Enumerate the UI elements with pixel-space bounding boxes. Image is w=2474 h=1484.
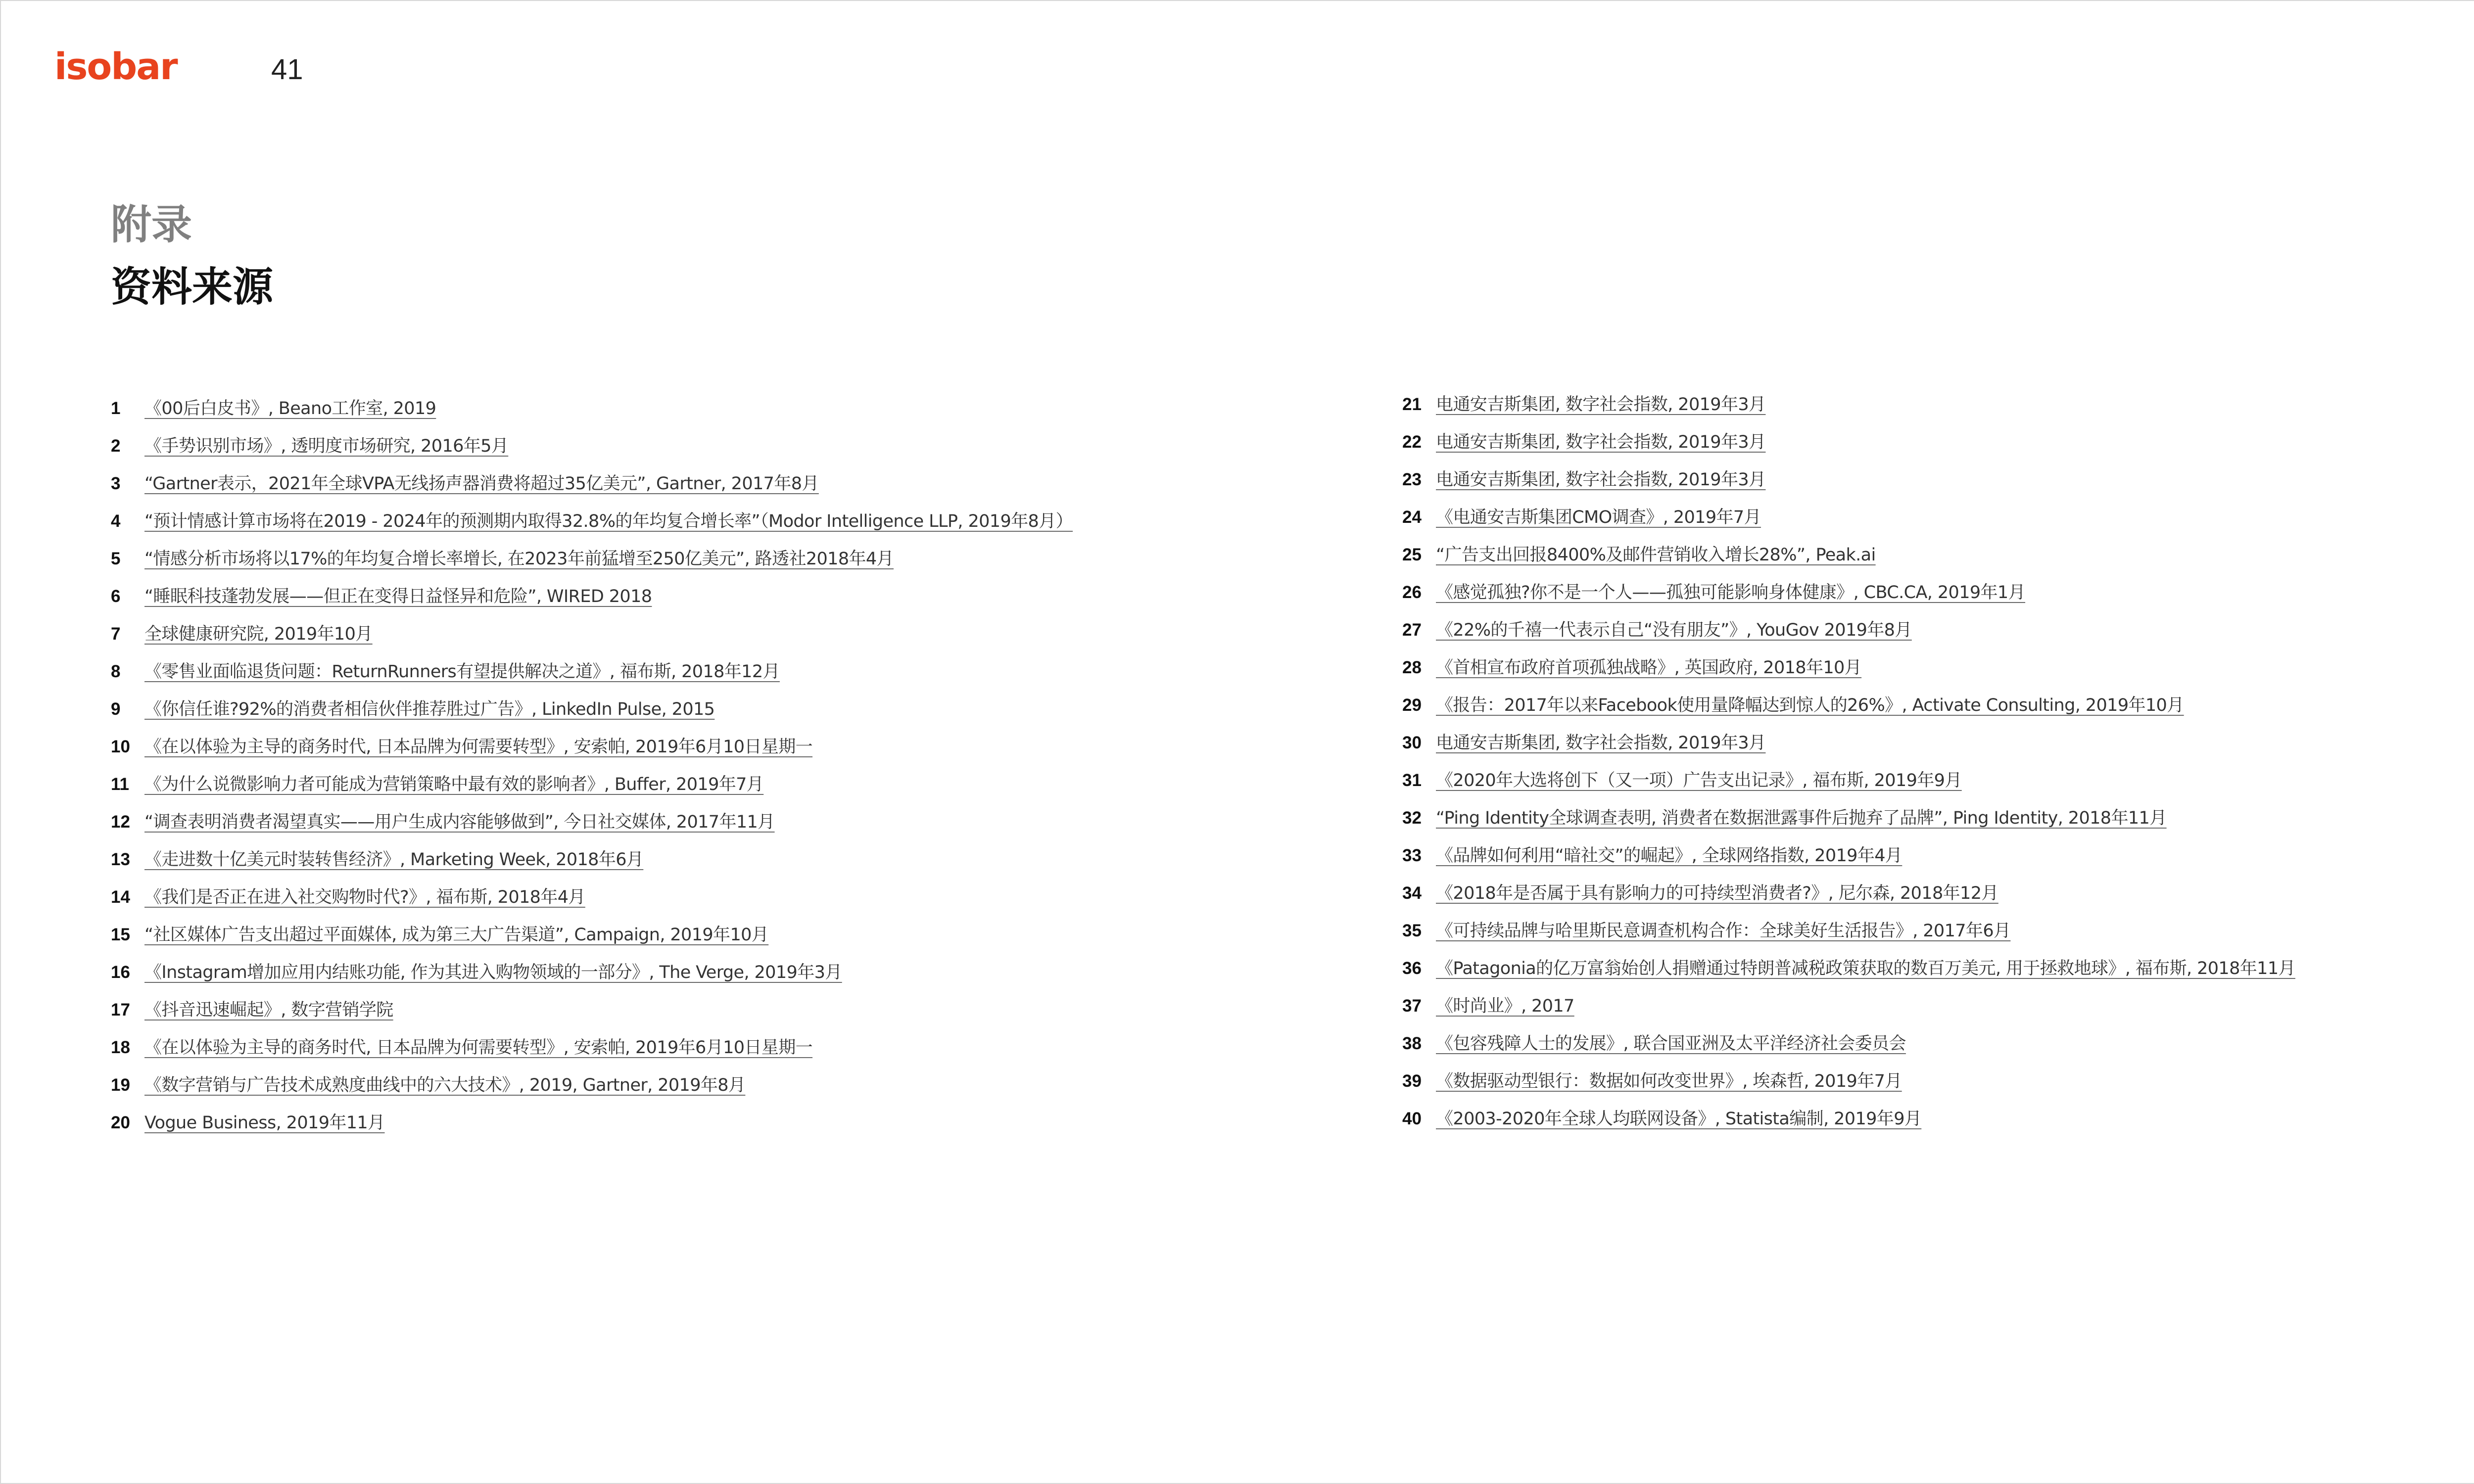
reference-item <box>1402 1067 2295 1105</box>
reference-link[interactable]: Vogue Business, 2019年11月 <box>144 1113 385 1133</box>
reference-item <box>111 996 1073 1034</box>
reference-link[interactable]: “社区媒体广告支出超过平面媒体, 成为第三大广告渠道”, Campaign, 2019年10月 <box>144 925 769 945</box>
reference-number: 9 <box>111 699 121 719</box>
reference-number: 1 <box>111 399 121 418</box>
reference-item <box>1402 466 2295 504</box>
reference-item <box>111 883 1073 921</box>
reference-item <box>111 808 1073 846</box>
reference-item <box>1402 1105 2295 1143</box>
reference-link[interactable]: 《我们是否正在进入社交购物时代?》, 福布斯, 2018年4月 <box>144 887 585 907</box>
reference-number: 31 <box>1402 771 1422 790</box>
reference-number: 14 <box>111 887 130 907</box>
reference-link[interactable]: 《00后白皮书》, Beano工作室, 2019 <box>144 399 436 418</box>
reference-link[interactable]: 电通安吉斯集团, 数字社会指数, 2019年3月 <box>1436 432 1766 452</box>
reference-link[interactable]: 《电通安吉斯集团CMO调查》, 2019年7月 <box>1436 508 1761 527</box>
reference-item <box>111 432 1073 470</box>
page-title: 资料来源 <box>111 264 274 311</box>
reference-link[interactable]: 《首相宣布政府首项孤独战略》, 英国政府, 2018年10月 <box>1436 658 1862 678</box>
reference-link[interactable]: 《在以体验为主导的商务时代, 日本品牌为何需要转型》, 安索帕, 2019年6月10日星期一 <box>144 737 813 757</box>
reference-item <box>1402 692 2295 729</box>
reference-link[interactable]: 《你信任谁?92%的消费者相信伙伴推荐胜过广告》, LinkedIn Pulse, 2015 <box>144 699 715 719</box>
reference-link[interactable]: 《品牌如何利用“暗社交”的崛起》, 全球网络指数, 2019年4月 <box>1436 846 1903 866</box>
reference-link[interactable]: 《为什么说微影响力者可能成为营销策略中最有效的影响者》, Buffer, 2019年7月 <box>144 775 764 794</box>
reference-item <box>1402 1030 2295 1067</box>
reference-number: 19 <box>111 1075 130 1095</box>
reference-number: 11 <box>111 775 129 794</box>
reference-number: 13 <box>111 850 130 869</box>
reference-number: 12 <box>111 812 130 832</box>
reference-link[interactable]: 《2020年大选将创下（又一项）广告支出记录》, 福布斯, 2019年9月 <box>1436 771 1962 790</box>
reference-item <box>111 1109 1073 1147</box>
reference-number: 33 <box>1402 846 1422 865</box>
reference-item <box>111 846 1073 883</box>
reference-link[interactable]: 《可持续品牌与哈里斯民意调查机构合作：全球美好生活报告》, 2017年6月 <box>1436 921 2011 941</box>
reference-number: 20 <box>111 1113 130 1132</box>
reference-link[interactable]: 《Instagram增加应用内结账功能, 作为其进入购物领域的一部分》, The Verge, 2019年3月 <box>144 963 842 982</box>
reference-link[interactable]: 《在以体验为主导的商务时代, 日本品牌为何需要转型》, 安索帕, 2019年6月10日星期一 <box>144 1038 813 1058</box>
reference-link[interactable]: 《手势识别市场》, 透明度市场研究, 2016年5月 <box>144 436 509 456</box>
reference-number: 34 <box>1402 883 1422 903</box>
reference-link[interactable]: 《包容残障人士的发展》, 联合国亚洲及太平洋经济社会委员会 <box>1436 1034 1906 1054</box>
reference-item <box>1402 842 2295 880</box>
reference-number: 39 <box>1402 1071 1422 1091</box>
reference-item <box>1402 917 2295 955</box>
reference-number: 26 <box>1402 583 1422 602</box>
reference-number: 23 <box>1402 470 1422 489</box>
reference-item <box>111 395 1073 432</box>
reference-number: 35 <box>1402 921 1422 940</box>
reference-number: 8 <box>111 662 121 681</box>
reference-item <box>1402 767 2295 804</box>
reference-link[interactable]: 《报告：2017年以来Facebook使用量降幅达到惊人的26%》, Activate Consulting, 2019年10月 <box>1436 696 2184 715</box>
page-number: 41 <box>271 53 303 86</box>
reference-item <box>111 545 1073 583</box>
reference-item <box>111 470 1073 508</box>
reference-item <box>1402 541 2295 579</box>
reference-link[interactable]: 《抖音迅速崛起》, 数字营销学院 <box>144 1000 393 1020</box>
reference-link[interactable]: “Ping Identity全球调查表明, 消费者在数据泄露事件后抛弃了品牌”, Ping Identity, 2018年11月 <box>1436 808 2167 828</box>
reference-number: 22 <box>1402 432 1422 452</box>
reference-item <box>1402 804 2295 842</box>
reference-item <box>1402 729 2295 767</box>
reference-number: 38 <box>1402 1034 1422 1053</box>
reference-link[interactable]: 《数字营销与广告技术成熟度曲线中的六大技术》, 2019, Gartner, 2019年8月 <box>144 1075 746 1095</box>
reference-item <box>111 658 1073 696</box>
reference-link[interactable]: 全球健康研究院, 2019年10月 <box>144 624 373 644</box>
reference-link[interactable]: 电通安吉斯集团, 数字社会指数, 2019年3月 <box>1436 733 1766 753</box>
reference-item <box>1402 428 2295 466</box>
reference-link[interactable]: 《时尚业》, 2017 <box>1436 996 1574 1016</box>
reference-item <box>1402 616 2295 654</box>
reference-number: 10 <box>111 737 130 756</box>
reference-item <box>1402 654 2295 692</box>
reference-link[interactable]: “广告支出回报8400%及邮件营销收入增长28%”, Peak.ai <box>1436 545 1876 565</box>
reference-number: 36 <box>1402 959 1422 978</box>
reference-number: 37 <box>1402 996 1422 1016</box>
reference-number: 29 <box>1402 696 1422 715</box>
reference-list-right <box>1402 391 2295 1143</box>
reference-item <box>111 696 1073 733</box>
reference-item <box>111 1034 1073 1071</box>
reference-item <box>1402 880 2295 917</box>
reference-number: 5 <box>111 549 121 568</box>
reference-number: 30 <box>1402 733 1422 752</box>
section-label: 附录 <box>111 201 192 248</box>
reference-item <box>111 620 1073 658</box>
reference-item <box>1402 391 2295 428</box>
reference-number: 16 <box>111 963 130 982</box>
reference-item <box>1402 579 2295 616</box>
reference-number: 24 <box>1402 508 1422 527</box>
reference-link[interactable]: “调查表明消费者渴望真实——用户生成内容能够做到”, 今日社交媒体, 2017年11月 <box>144 812 775 832</box>
reference-link[interactable]: 《2018年是否属于具有影响力的可持续型消费者?》, 尼尔森, 2018年12月 <box>1436 883 1998 903</box>
reference-link[interactable]: 《2003-2020年全球人均联网设备》, Statista编制, 2019年9月 <box>1436 1109 1922 1129</box>
reference-link[interactable]: “情感分析市场将以17%的年均复合增长率增长, 在2023年前猛增至250亿美元”, 路透社2018年4月 <box>144 549 894 569</box>
reference-item <box>111 508 1073 545</box>
reference-number: 2 <box>111 436 121 456</box>
reference-link[interactable]: 《走进数十亿美元时装转售经济》, Marketing Week, 2018年6月 <box>144 850 644 870</box>
reference-link[interactable]: 《数据驱动型银行：数据如何改变世界》, 埃森哲, 2019年7月 <box>1436 1071 1902 1091</box>
reference-link[interactable]: 《Patagonia的亿万富翁始创人捐赠通过特朗普减税政策获取的数百万美元, 用于拯救地球》, 福布斯, 2018年11月 <box>1436 959 2295 978</box>
reference-number: 40 <box>1402 1109 1422 1128</box>
reference-link[interactable]: 电通安吉斯集团, 数字社会指数, 2019年3月 <box>1436 395 1766 415</box>
reference-number: 6 <box>111 587 121 606</box>
reference-item <box>1402 955 2295 992</box>
reference-item <box>111 771 1073 808</box>
reference-number: 17 <box>111 1000 130 1020</box>
reference-item <box>1402 504 2295 541</box>
reference-number: 25 <box>1402 545 1422 564</box>
reference-link[interactable]: 《感觉孤独?你不是一个人——孤独可能影响身体健康》, CBC.CA, 2019年1月 <box>1436 583 2026 603</box>
reference-item <box>111 921 1073 959</box>
reference-number: 7 <box>111 624 121 644</box>
reference-number: 27 <box>1402 620 1422 640</box>
reference-link[interactable]: 《22%的千禧一代表示自己“没有朋友”》, YouGov 2019年8月 <box>1436 620 1912 640</box>
reference-item <box>111 959 1073 996</box>
reference-link[interactable]: “预计情感计算市场将在2019 - 2024年的预测期内取得32.8%的年均复合增长率”（Modor Intelligence LLP, 2019年8月） <box>144 511 1073 531</box>
reference-link[interactable]: “睡眠科技蓬勃发展——但正在变得日益怪异和危险”, WIRED 2018 <box>144 587 652 606</box>
reference-link[interactable]: 《零售业面临退货问题：ReturnRunners有望提供解决之道》, 福布斯, 2018年12月 <box>144 662 780 682</box>
reference-link[interactable]: “Gartner表示，2021年全球VPA无线扬声器消费将超过35亿美元”, Gartner, 2017年8月 <box>144 474 819 494</box>
reference-number: 3 <box>111 474 121 493</box>
reference-number: 18 <box>111 1038 130 1057</box>
reference-number: 21 <box>1402 395 1422 414</box>
reference-item <box>111 1071 1073 1109</box>
reference-item <box>111 733 1073 771</box>
reference-item <box>111 583 1073 620</box>
reference-link[interactable]: 电通安吉斯集团, 数字社会指数, 2019年3月 <box>1436 470 1766 490</box>
reference-number: 4 <box>111 511 121 531</box>
isobar-logo: isobar <box>54 46 177 88</box>
reference-number: 32 <box>1402 808 1422 828</box>
reference-item <box>1402 992 2295 1030</box>
reference-list-left <box>111 395 1073 1147</box>
reference-number: 15 <box>111 925 130 944</box>
reference-number: 28 <box>1402 658 1422 677</box>
